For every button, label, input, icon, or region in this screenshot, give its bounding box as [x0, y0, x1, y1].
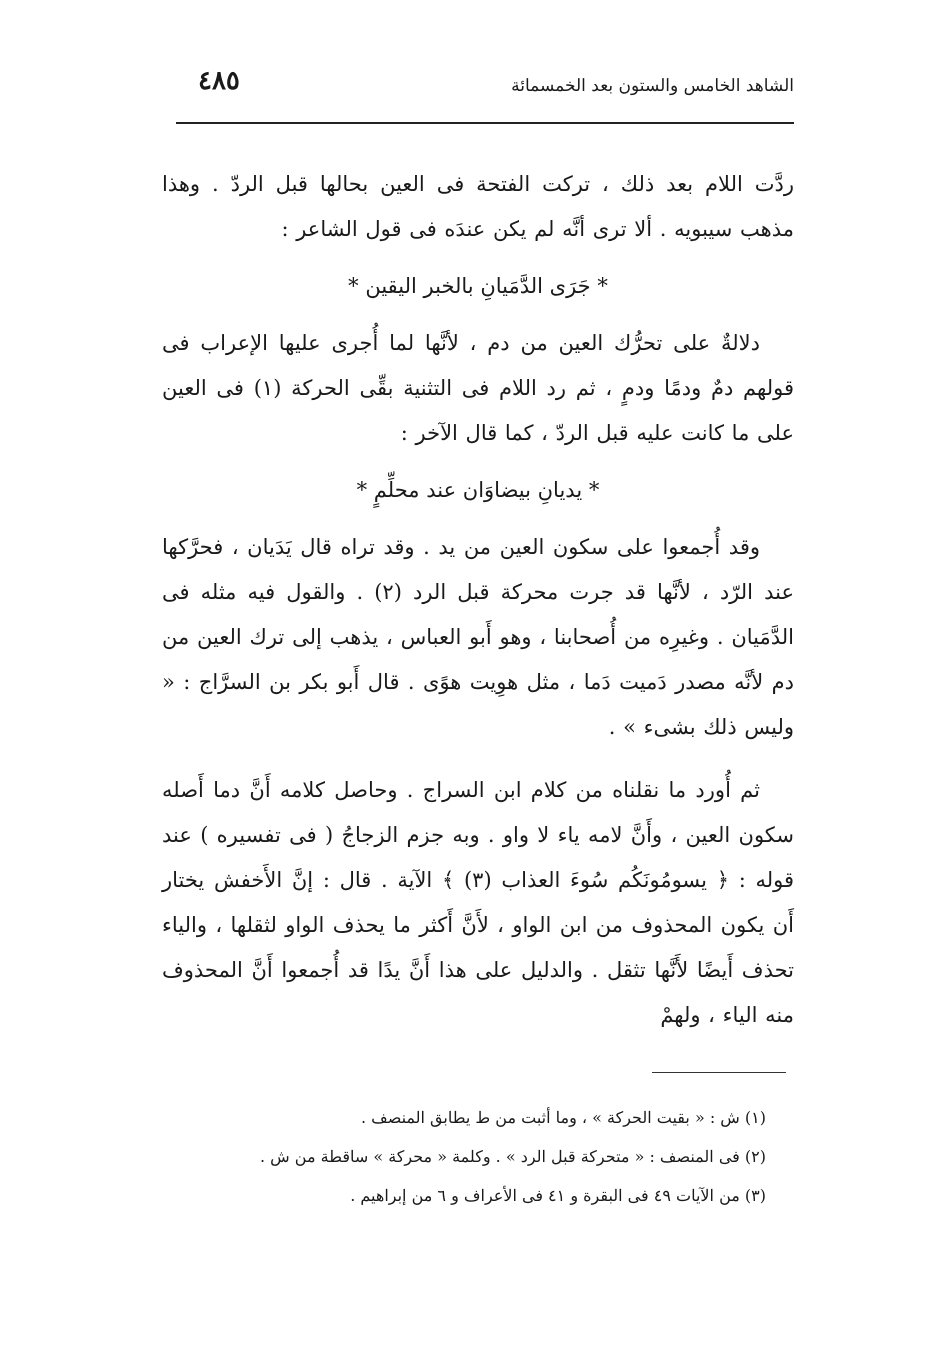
- verse-line-2: * يديانِ بيضاوَان عند محلِّمٍ *: [356, 478, 600, 502]
- header-rule: [176, 122, 794, 124]
- running-header: [170, 66, 794, 106]
- footnote-2: (٢) فى المنصف : « متحركة قبل الرد » . وكلمة « محركة » ساقطة من ش .: [259, 1147, 766, 1166]
- paragraph-2: دلالةٌ على تحرُّك العين من دم ، لأنَّها لما أُجرى عليها الإعراب فى قولهم دمٌ ودمًا ودمٍ ، ثم رد اللام فى التثنية بقِّى الحركة (١) فى العين على ما كانت عليه قبل الردّ ، كما قال الآخر :: [162, 331, 794, 445]
- body-text: [162, 162, 794, 1038]
- footnote-rule: [652, 1072, 786, 1073]
- page-number: ٤٨٥: [198, 66, 240, 96]
- footnotes: [162, 1098, 794, 1215]
- verse-line-1: * جَرَى الدَّمَيانِ بالخبر اليقين *: [348, 274, 608, 298]
- running-title: الشاهد الخامس والستون بعد الخمسمائة: [511, 76, 794, 96]
- footnote-1: (١) ش : « بقيت الحركة » ، وما أثبت من ط يطابق المنصف .: [360, 1108, 766, 1127]
- paragraph-4: ثم أُورد ما نقلناه من كلام ابن السراج . وحاصل كلامه أَنَّ دما أَصله سكون العين ، وأَنَّ لامه ياء لا واو . وبه جزم الزجاجُ ( فى تفسيره ) عند قوله : ﴿ يسومُونَكُم سُوءَ العذاب (٣) ﴾ الآية . قال : إنَّ الأَخفش يختار أَن يكون المحذوف من ابن الواو ، لأَنَّ أَكثر ما يحذف الواو لثقلها ، والياء تحذف أَيضًا لأَنَّها تثقل . والدليل على هذا أَنَّ يدًا قد أُجمعوا أَنَّ المحذوف منه الياء ، ولهمْ: [162, 778, 795, 1027]
- paragraph-1: ردَّت اللام بعد ذلك ، تركت الفتحة فى العين بحالها قبل الردّ . وهذا مذهب سيبويه . ألا ترى أنَّه لم يكن عندَه فى قول الشاعر :: [162, 172, 794, 241]
- paragraph-3: وقد أُجمعوا على سكون العين من يد . وقد تراه قال يَدَيان ، فحرَّكها عند الرّد ، لأنَّها قد جرت محركة قبل الرد (٢) . والقول فيه مثله فى الدَّمَيان . وغيرِه من أُصحابنا ، وهو أَبو العباس ، يذهب إلى ترك العين من دم لأنَّه مصدر دَميت دَما ، مثل هوِيت هوًى . قال أَبو بكر بن السرَّاج : « وليس ذلك بشىء » .: [162, 535, 794, 739]
- footnote-3: (٣) من الآيات ٤٩ فى البقرة و ٤١ فى الأعراف و ٦ من إبراهيم .: [350, 1186, 766, 1205]
